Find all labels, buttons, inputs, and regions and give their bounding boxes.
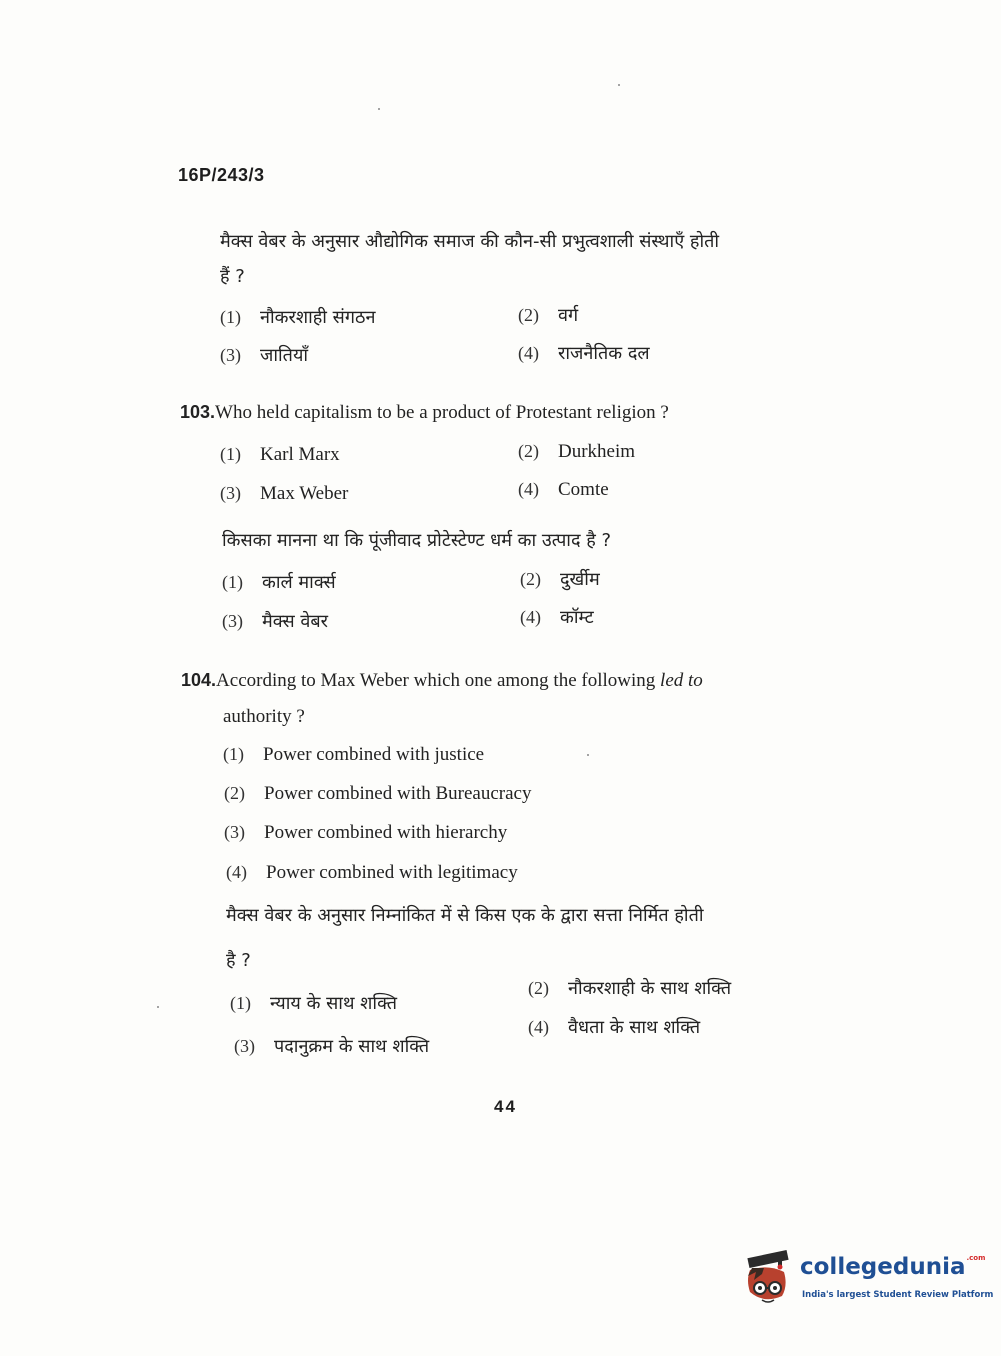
q102-option-2 [518, 303, 578, 327]
option-text: Power combined with Bureaucracy [264, 783, 532, 804]
scan-speck [587, 754, 589, 756]
q103-option-1 [220, 444, 340, 466]
q103-hindi-option-2 [520, 567, 600, 591]
q104-option-3 [224, 822, 507, 844]
option-number: (1) [220, 444, 241, 464]
brand-superscript: .com [966, 1254, 986, 1262]
option-number: (4) [518, 343, 539, 363]
brand-name [800, 1254, 985, 1280]
option-text: जातियाँ [260, 345, 309, 366]
option-text: नौकरशाही संगठन [260, 307, 376, 328]
option-text: कार्ल मार्क्स [262, 572, 336, 593]
option-text: Power combined with legitimacy [266, 862, 518, 883]
q104-option-2 [224, 783, 532, 805]
question-number: 103. [180, 402, 216, 422]
option-number: (1) [223, 744, 244, 764]
q103-option-2 [518, 441, 635, 463]
option-text: पदानुक्रम के साथ शक्ति [274, 1036, 430, 1057]
q104-hindi-question-line1: मैक्स वेबर के अनुसार निम्नांकित में से किस एक के द्वारा सत्ता निर्मित होती [226, 905, 704, 926]
option-text: न्याय के साथ शक्ति [270, 993, 397, 1014]
paper-code: 16P/243/3 [178, 165, 265, 185]
question-italic-text: led to [660, 670, 703, 691]
option-text: कॉम्ट [560, 607, 594, 628]
brand-tagline: India's largest Student Review Platform [802, 1290, 994, 1300]
q103-hindi-question: किसका मानना था कि पूंजीवाद प्रोटेस्टेण्ट धर्म का उत्पाद है ? [222, 530, 612, 551]
option-number: (2) [520, 569, 541, 589]
option-text: वर्ग [558, 305, 579, 326]
option-text: Durkheim [558, 441, 636, 462]
q104-option-4 [226, 862, 518, 884]
option-number: (2) [224, 783, 245, 803]
question-text: According to Max Weber which one among the following [216, 670, 661, 691]
q103-option-4 [518, 479, 609, 501]
option-text: Power combined with hierarchy [264, 822, 508, 843]
option-number: (4) [226, 862, 247, 882]
scan-speck [157, 1006, 159, 1008]
q103-hindi-option-1 [222, 570, 336, 594]
option-number: (3) [234, 1036, 255, 1056]
option-text: Comte [558, 479, 609, 500]
q104-question-line1 [181, 670, 703, 692]
option-number: (1) [230, 993, 251, 1013]
q104-hindi-option-4 [528, 1015, 700, 1039]
q102-option-1 [220, 305, 375, 329]
option-number: (2) [528, 978, 549, 998]
collegedunia-watermark [742, 1246, 994, 1326]
q104-hindi-option-3 [234, 1034, 429, 1058]
q102-option-4 [518, 341, 650, 365]
option-number: (2) [518, 441, 539, 461]
option-number: (3) [220, 483, 241, 503]
option-number: (1) [222, 572, 243, 592]
option-text: मैक्स वेबर [262, 611, 329, 632]
q104-hindi-question-line2: है ? [226, 950, 251, 971]
option-text: दुर्खीम [560, 569, 600, 590]
option-text: Power combined with justice [263, 744, 485, 765]
page-number: 44 [494, 1097, 517, 1116]
q104-option-1 [223, 744, 484, 766]
q103-hindi-option-3 [222, 609, 328, 633]
q103-hindi-option-4 [520, 605, 594, 629]
option-number: (1) [220, 307, 241, 327]
option-number: (3) [222, 611, 243, 631]
q103-option-3 [220, 483, 348, 505]
brand-text: collegedunia [800, 1254, 966, 1280]
q102-option-3 [220, 343, 308, 367]
scan-speck [618, 84, 620, 86]
collegedunia-mascot-icon [742, 1246, 802, 1310]
q104-hindi-option-1 [230, 991, 397, 1015]
option-text: Karl Marx [260, 444, 340, 465]
option-number: (4) [518, 479, 539, 499]
option-text: नौकरशाही के साथ शक्ति [568, 978, 732, 999]
option-text: वैधता के साथ शक्ति [568, 1017, 701, 1038]
option-text: राजनैतिक दल [558, 343, 650, 364]
option-number: (4) [528, 1017, 549, 1037]
q102-hindi-question-line2: हैं ? [220, 266, 245, 287]
scan-speck [378, 108, 380, 110]
q104-question-line2: authority ? [223, 706, 305, 727]
option-number: (3) [224, 822, 245, 842]
q102-hindi-question-line1: मैक्स वेबर के अनुसार औद्योगिक समाज की कौन-सी प्रभुत्वशाली संस्थाएँ होती [220, 231, 720, 252]
option-number: (2) [518, 305, 539, 325]
option-number: (3) [220, 345, 241, 365]
question-number: 104. [181, 670, 217, 690]
q104-hindi-option-2 [528, 976, 731, 1000]
question-text: Who held capitalism to be a product of Protestant religion ? [215, 402, 669, 423]
option-text: Max Weber [260, 483, 349, 504]
q103-question [180, 402, 669, 424]
option-number: (4) [520, 607, 541, 627]
